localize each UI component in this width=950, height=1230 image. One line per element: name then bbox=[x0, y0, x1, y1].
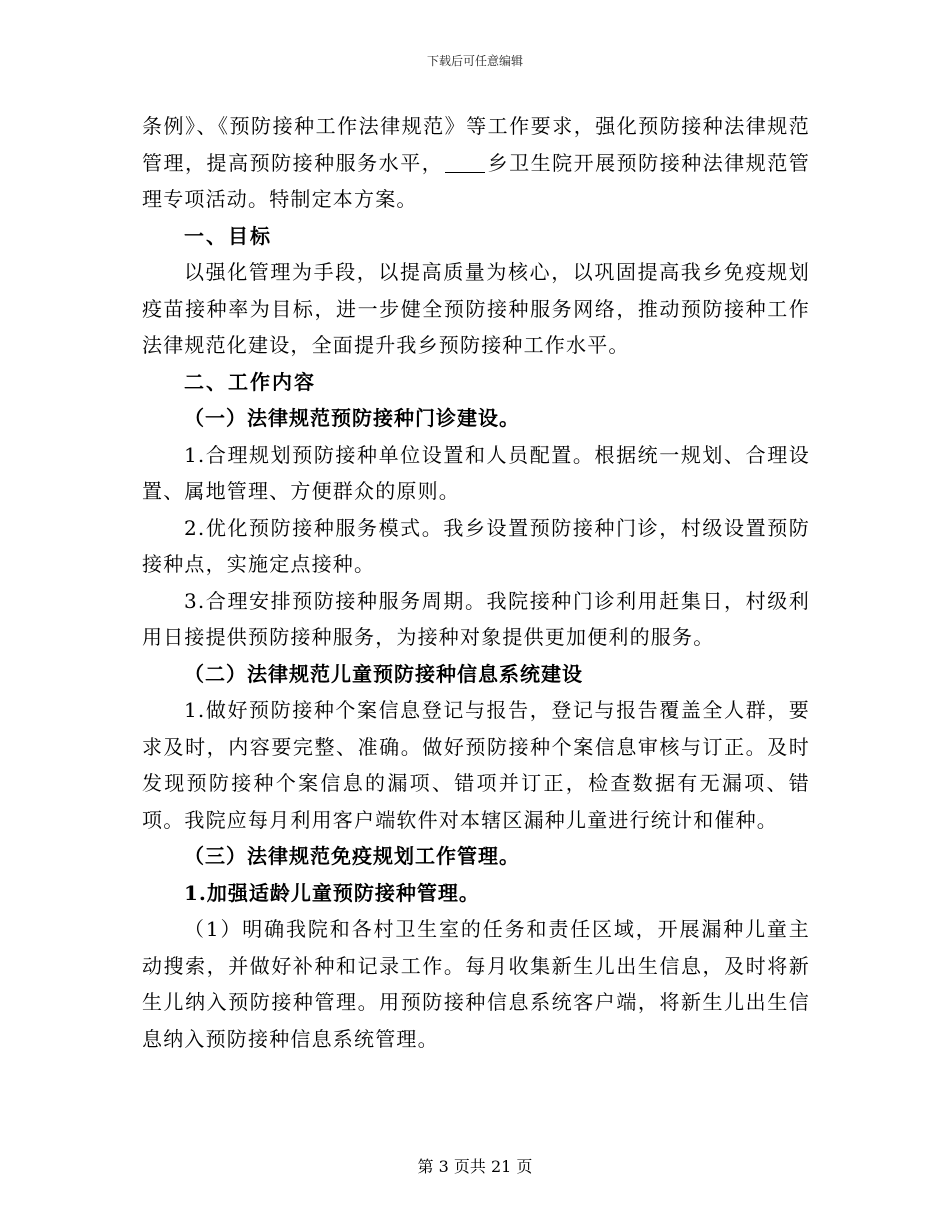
paragraph-1-1: 1.合理规划预防接种单位设置和人员配置。根据统一规划、合理设置、属地管理、方便群众的原则。 bbox=[142, 442, 810, 503]
heading-section-1: （一）法律规范预防接种门诊建设。 bbox=[184, 406, 520, 430]
document-body bbox=[142, 108, 810, 1057]
paragraph-goal: 以强化管理为手段，以提高质量为核心，以巩固提高我乡免疫规划疫苗接种率为目标，进一步健全预防接种服务网络，推动预防接种工作法律规范化建设，全面提升我乡预防接种工作水平。 bbox=[142, 260, 810, 357]
heading-3-1: 1.加强适龄儿童预防接种管理。 bbox=[184, 880, 480, 905]
intro-text-part2: 乡卫生院开展预防接种法律规范管理专项活动。特制定本方案。 bbox=[142, 150, 811, 211]
intro-text-part1: 条例》、《预防接种工作法律规范》等工作要求，强化预防接种法律规范管理，提高预防接种服务水平， bbox=[142, 114, 810, 175]
paragraph-intro bbox=[142, 108, 810, 218]
blank-underline bbox=[445, 152, 485, 173]
paragraph-1-3: 3.合理安排预防接种服务周期。我院接种门诊利用赶集日，村级利用日接提供预防接种服务，为接种对象提供更加便利的服务。 bbox=[142, 588, 810, 649]
heading-goal: 一、目标 bbox=[184, 223, 272, 248]
paragraph-3-1: （1）明确我院和各村卫生室的任务和责任区域，开展漏种儿童主动搜索，并做好补种和记录工作。每月收集新生儿出生信息，及时将新生儿纳入预防接种管理。用预防接种信息系统客户端，将新生儿出生信息纳入预防接种信息系统管理。 bbox=[142, 917, 810, 1051]
paragraph-1-2: 2.优化预防接种服务模式。我乡设置预防接种门诊，村级设置预防接种点，实施定点接种。 bbox=[142, 515, 810, 576]
heading-work-content: 二、工作内容 bbox=[184, 369, 316, 394]
heading-section-2: （二）法律规范儿童预防接种信息系统建设 bbox=[184, 661, 583, 686]
heading-section-3: （三）法律规范免疫规划工作管理。 bbox=[184, 844, 520, 868]
page-footer: 第 3 页共 21 页 bbox=[417, 1157, 533, 1176]
paragraph-2-1: 1.做好预防接种个案信息登记与报告，登记与报告覆盖全人群，要求及时，内容要完整、准确。做好预防接种个案信息审核与订正。及时发现预防接种个案信息的漏项、错项并订正，检查数据有无漏项、错项。我院应每月利用客户端软件对本辖区漏种儿童进行统计和催种。 bbox=[142, 698, 810, 832]
page-header: 下载后可任意编辑 bbox=[426, 54, 523, 68]
